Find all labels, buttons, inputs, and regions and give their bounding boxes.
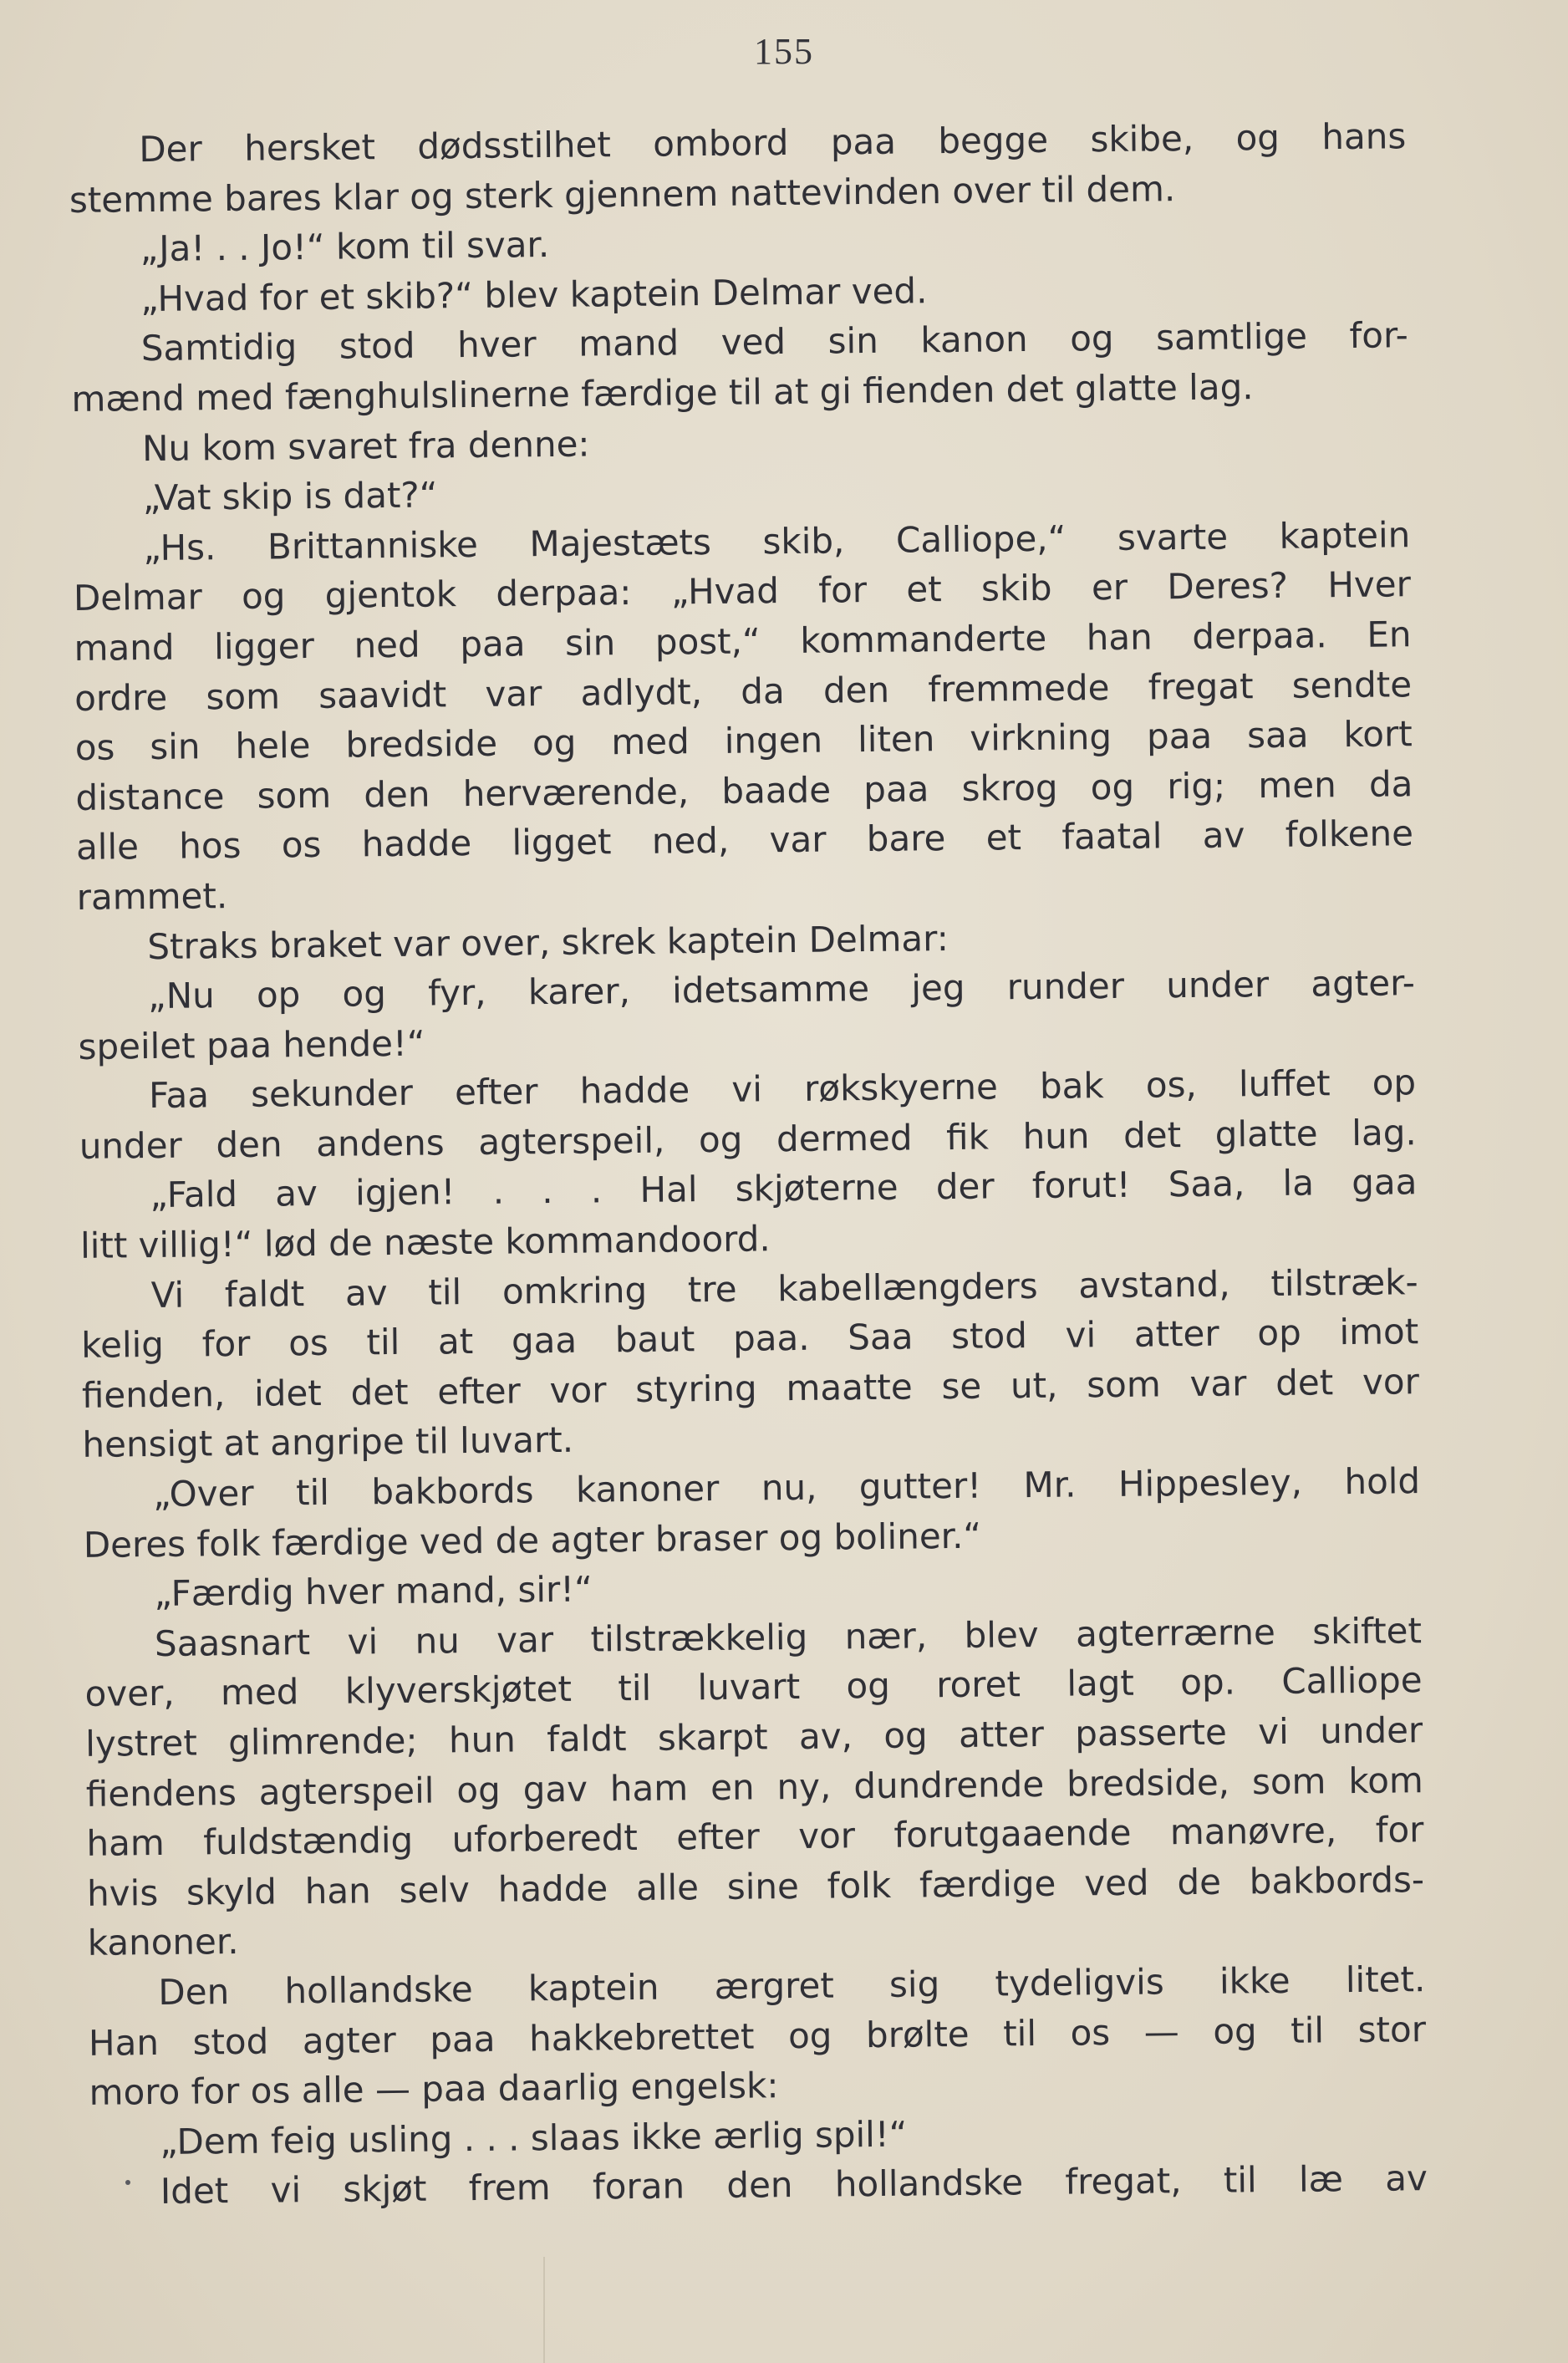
text-line: „Hs. Brittanniske Majestæts skib, Calliope,“ svarte kaptein bbox=[143, 513, 1411, 568]
text-line: mænd med fænghulslinerne færdige til at gi fienden det glatte lag. bbox=[71, 366, 1254, 420]
text-line: Han stod agter paa hakkebrettet og brølte til os — og til stor bbox=[88, 2008, 1427, 2064]
text-line: fienden, idet det efter vor styring maatte se ut, som var det vor bbox=[81, 1361, 1420, 1416]
paper-fold bbox=[543, 2257, 545, 2363]
text-line: ordre som saavidt var adlydt, da den fremmede fregat sendte bbox=[74, 663, 1413, 719]
text-line: Vi faldt av til omkring tre kabellængders avstand, tilstræk- bbox=[150, 1260, 1418, 1316]
print-speck bbox=[125, 2180, 130, 2185]
text-line: Deres folk færdige ved de agter braser og boliner.“ bbox=[83, 1515, 982, 1566]
text-line: „Ja! . . Jo!“ kom til svar. bbox=[140, 224, 550, 270]
page-number: 155 bbox=[754, 31, 814, 72]
text-line: fiendens agterspeil og gav ham en ny, dundrende bredside, som kom bbox=[85, 1759, 1424, 1815]
text-line: „Hvad for et skib?“ blev kaptein Delmar ved. bbox=[140, 270, 928, 319]
text-line: litt villig!“ lød de næste kommandoord. bbox=[79, 1218, 771, 1266]
text-line: stemme bares klar og sterk gjennem nattevinden over til dem. bbox=[69, 167, 1176, 221]
text-line: „Færdig hver mand, sir!“ bbox=[154, 1568, 593, 1615]
text-line: Den hollandske kaptein ærgret sig tydeligvis ikke litet. bbox=[158, 1958, 1426, 2013]
body-text bbox=[69, 111, 1428, 2218]
text-line: under den andens agterspeil, og dermed fik hun det glatte lag. bbox=[79, 1112, 1417, 1167]
text-line: os sin hele bredside og med ingen liten virkning paa saa kort bbox=[74, 713, 1413, 769]
text-line: Straks braket var over, skrek kaptein Delmar: bbox=[147, 917, 949, 967]
text-line: „Vat skip is dat?“ bbox=[142, 474, 438, 519]
text-line: ham fuldstændig uforberedt efter vor forutgaaende manøvre, for bbox=[86, 1809, 1424, 1865]
text-line: „Over til bakbords kanoner nu, gutter! Mr. Hippesley, hold bbox=[152, 1460, 1421, 1515]
text-line: moro for os alle — paa daarlig engelsk: bbox=[89, 2065, 779, 2114]
text-line: hvis skyld han selv hadde alle sine folk færdige ved de bakbords- bbox=[86, 1858, 1425, 1914]
text-line: mand ligger ned paa sin post,“ kommanderte han derpaa. En bbox=[74, 614, 1412, 669]
text-line: Nu kom svaret fra denne: bbox=[141, 423, 590, 469]
text-line: rammet. bbox=[76, 874, 228, 918]
text-line: speilet paa hende!“ bbox=[78, 1022, 425, 1067]
text-line: Faa sekunder efter hadde vi røkskyerne bak os, luffet op bbox=[148, 1062, 1417, 1117]
text-line: Delmar og gjentok derpaa: „Hvad for et skib er Deres? Hver bbox=[73, 563, 1412, 619]
text-line: „Dem feig usling . . . slaas ikke ærlig spil!“ bbox=[160, 2113, 908, 2162]
text-line: Der hersket dødsstilhet ombord paa begge skibe, og hans bbox=[139, 115, 1407, 171]
text-line: distance som den herværende, baade paa skrog og rig; men da bbox=[75, 762, 1413, 818]
text-line: lystret glimrende; hun faldt skarpt av, og atter passerte vi under bbox=[85, 1709, 1423, 1765]
text-line: Samtidig stod hver mand ved sin kanon og samtlige for- bbox=[140, 314, 1408, 369]
text-line: „Nu op og fyr, karer, idetsamme jeg runder under agter- bbox=[147, 962, 1416, 1017]
text-line: kanoner. bbox=[87, 1921, 239, 1964]
text-line: kelig for os til at gaa baut paa. Saa stod vi atter op imot bbox=[81, 1311, 1419, 1367]
text-line: Saasnart vi nu var tilstrækkelig nær, blev agterrærne skiftet bbox=[154, 1609, 1423, 1664]
text-line: „Fald av igjen! . . . Hal skjøterne der forut! Saa, la gaa bbox=[150, 1161, 1418, 1216]
text-line: hensigt at angripe til luvart. bbox=[82, 1419, 574, 1466]
text-line: alle hos os hadde ligget ned, var bare et faatal av folkene bbox=[75, 812, 1414, 868]
text-line: Idet vi skjøt frem foran den hollandske fregat, til læ av bbox=[160, 2157, 1428, 2213]
text-line: over, med klyverskjøtet til luvart og roret lagt op. Calliope bbox=[84, 1659, 1423, 1715]
